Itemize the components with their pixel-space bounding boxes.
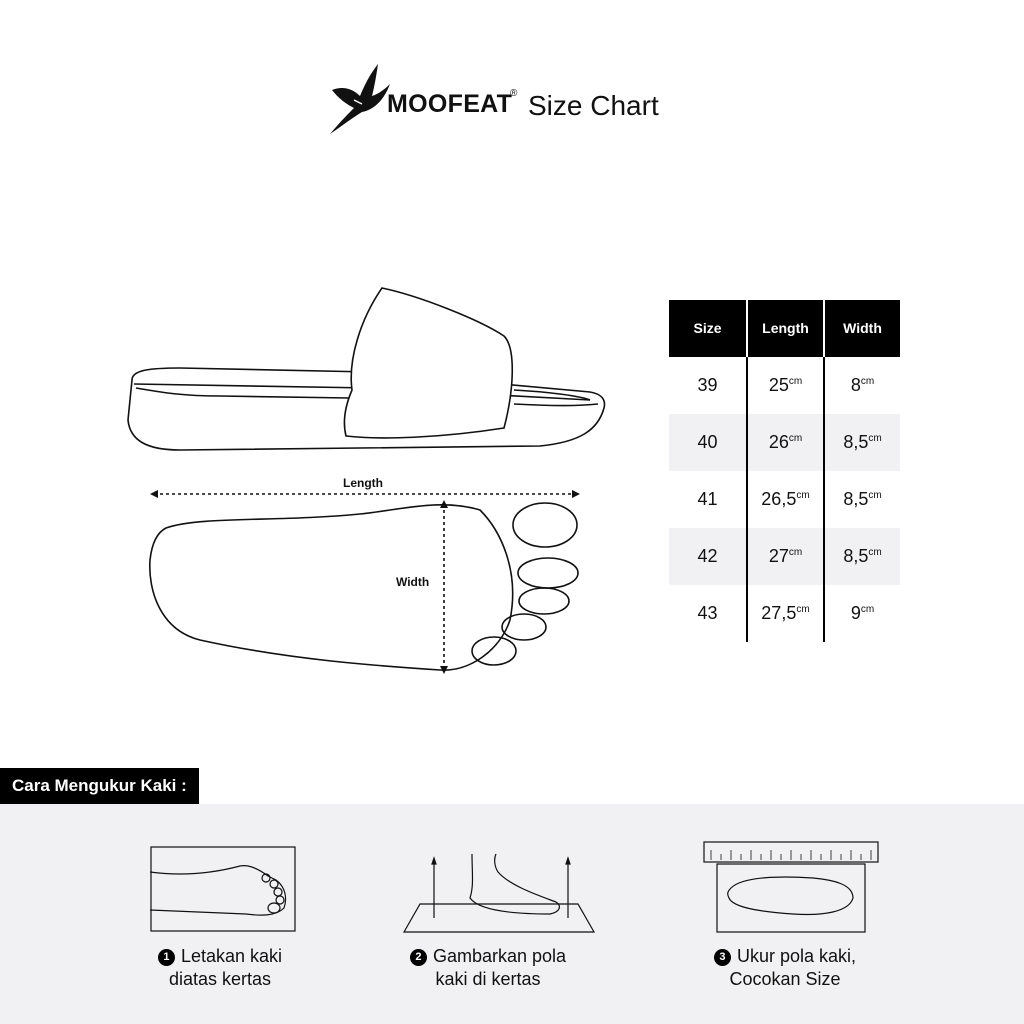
cell-size: 40	[697, 432, 718, 452]
brand-name: MOOFEAT	[387, 90, 513, 118]
width-value: 8,5	[843, 546, 869, 566]
cell-width	[823, 357, 900, 414]
slide-sandal-illustration	[120, 280, 620, 460]
cell-size: 41	[697, 489, 718, 509]
cell-size: 43	[697, 603, 718, 623]
cell-length	[746, 357, 823, 414]
unit-label: cm	[788, 433, 803, 444]
unit-label: cm	[868, 490, 882, 501]
step-2-number: 2	[410, 949, 427, 966]
length-value: 27,5	[761, 603, 797, 623]
step-2-text	[398, 945, 578, 991]
table-row	[669, 471, 900, 528]
unit-label: cm	[788, 547, 803, 558]
width-value: 8,5	[843, 489, 869, 509]
table-row	[669, 528, 900, 585]
header-width: Width	[823, 300, 900, 357]
length-value: 27	[768, 546, 789, 566]
cell-width	[823, 585, 900, 642]
table-row	[669, 414, 900, 471]
registered-mark: ®	[510, 88, 518, 99]
width-label: Width	[396, 575, 430, 589]
length-label: Length	[343, 476, 383, 490]
unit-label: cm	[868, 433, 882, 444]
unit-label: cm	[860, 376, 875, 387]
foot-on-paper-icon	[150, 846, 296, 932]
step-1-line1: Letakan kaki	[180, 946, 283, 966]
cell-width	[823, 471, 900, 528]
step-3-number: 3	[714, 949, 731, 966]
how-to-label: Cara Mengukur Kaki :	[0, 768, 199, 804]
header-length: Length	[746, 300, 823, 357]
unit-label: cm	[796, 490, 810, 501]
size-table	[669, 300, 900, 642]
trace-foot-icon	[400, 852, 596, 934]
cell-width	[823, 528, 900, 585]
ruler-measure-icon	[703, 840, 879, 934]
brand-header	[0, 60, 1024, 140]
step-1-number: 1	[158, 949, 175, 966]
swallow-bird-logo-icon	[328, 60, 390, 136]
table-header-row	[669, 300, 900, 357]
cell-size: 39	[697, 375, 718, 395]
length-value: 26,5	[761, 489, 797, 509]
foot-sole-illustration	[140, 470, 590, 685]
unit-label: cm	[868, 547, 882, 558]
unit-label: cm	[860, 604, 875, 615]
cell-length	[746, 414, 823, 471]
step-1-text	[140, 945, 300, 991]
width-value: 8	[850, 375, 861, 395]
table-row	[669, 585, 900, 642]
width-value: 8,5	[843, 432, 869, 452]
cell-width	[823, 414, 900, 471]
header-size: Size	[693, 320, 722, 336]
step-3-line1: Ukur pola kaki,	[736, 946, 857, 966]
step-3-text	[700, 945, 870, 991]
unit-label: cm	[796, 604, 810, 615]
table-row	[669, 357, 900, 414]
cell-length	[746, 528, 823, 585]
unit-label: cm	[788, 376, 803, 387]
page-title: Size Chart	[528, 90, 659, 121]
cell-length	[746, 585, 823, 642]
cell-length	[746, 471, 823, 528]
step-3-line2: Cocokan Size	[729, 969, 841, 989]
width-value: 9	[850, 603, 861, 623]
step-2-line2: kaki di kertas	[435, 969, 541, 989]
step-2-line1: Gambarkan pola	[432, 946, 567, 966]
step-1-line2: diatas kertas	[168, 969, 272, 989]
length-value: 25	[768, 375, 789, 395]
length-value: 26	[768, 432, 789, 452]
cell-size: 42	[697, 546, 718, 566]
